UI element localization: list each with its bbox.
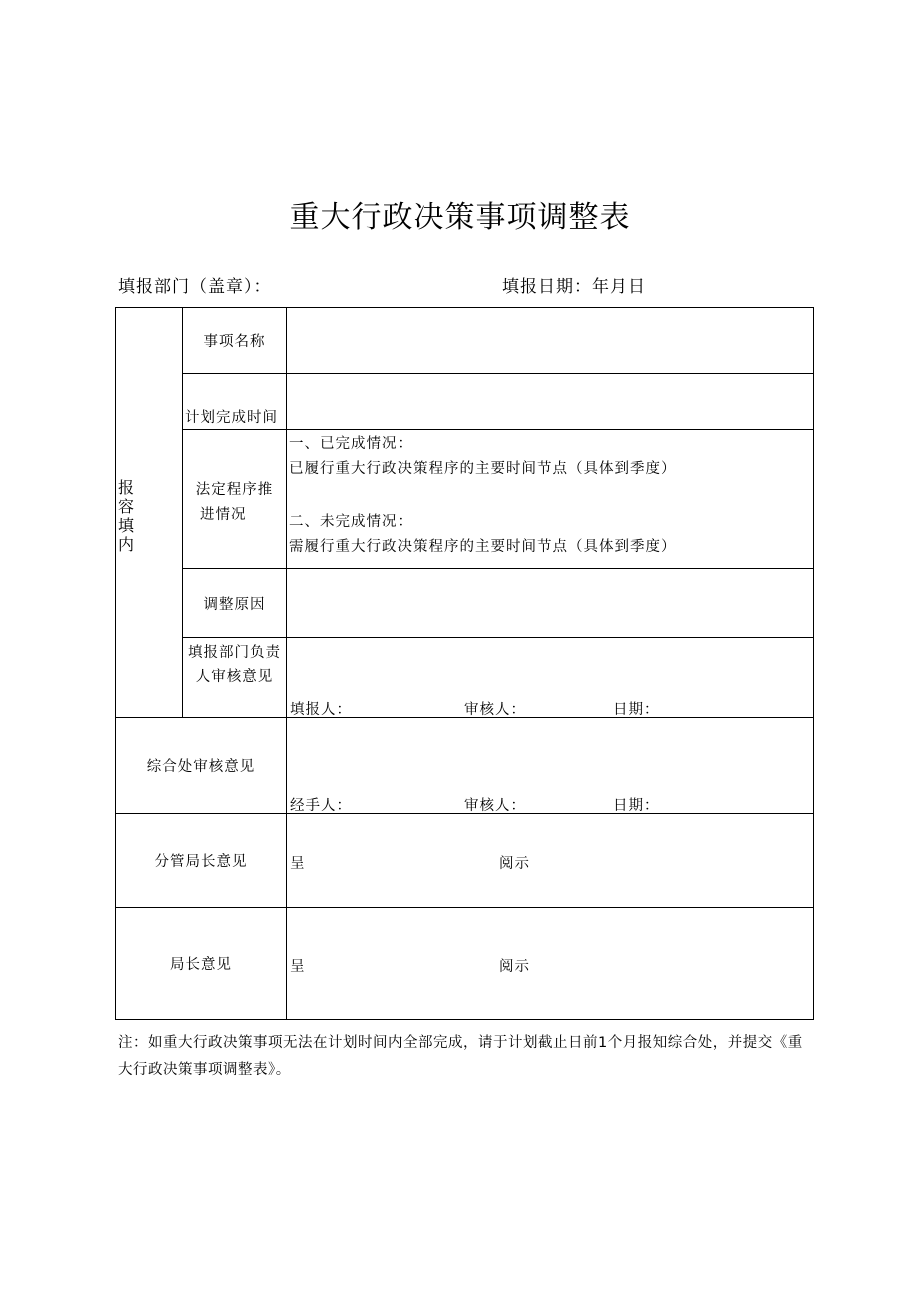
handler-label: 经手人：	[290, 798, 352, 814]
side-char: 内	[118, 535, 135, 554]
procedure-label-line: 进情况	[200, 507, 247, 523]
item-name-label: 事项名称	[203, 334, 266, 350]
director-present-text: 呈	[290, 959, 306, 975]
plan-time-label: 计划完成时间	[185, 410, 278, 426]
filler-label: 填报人：	[290, 702, 352, 718]
procedure-label-line: 法定程序推	[195, 482, 274, 498]
deputy-review-text: 阅示	[499, 856, 530, 872]
item-name-field[interactable]	[287, 308, 813, 373]
date-sign-label: 日期：	[613, 798, 660, 814]
done-heading: 一、已完成情况：	[289, 436, 413, 452]
general-review-field[interactable]	[287, 718, 813, 813]
reason-label: 调整原因	[203, 596, 266, 613]
procedure-field[interactable]	[289, 432, 811, 560]
reviewer-label: 审核人：	[464, 702, 526, 718]
director-field[interactable]	[287, 908, 813, 1019]
date-label: 填报日期：年月日	[502, 277, 646, 297]
side-label	[116, 478, 184, 554]
plan-time-field[interactable]	[287, 374, 813, 429]
undone-heading: 二、未完成情况：	[289, 514, 413, 530]
director-review-text: 阅示	[499, 959, 530, 975]
date-sign-label: 日期：	[613, 702, 660, 718]
dept-review-field[interactable]	[287, 638, 813, 717]
page-title: 重大行政决策事项调整表	[289, 200, 631, 235]
side-char: 填	[118, 516, 135, 535]
side-char: 容	[118, 497, 135, 516]
director-label: 局长意见	[170, 957, 232, 973]
reviewer-label: 审核人：	[464, 798, 526, 814]
undone-desc: 需履行重大行政决策程序的主要时间节点（具体到季度）	[289, 539, 677, 555]
deputy-label: 分管局长意见	[154, 854, 248, 870]
side-char: 报	[118, 478, 135, 497]
procedure-label	[183, 478, 286, 528]
deputy-present-text: 呈	[290, 856, 306, 872]
reason-field[interactable]	[287, 569, 813, 637]
done-desc: 已履行重大行政决策程序的主要时间节点（具体到季度）	[289, 461, 677, 477]
footnote: 注：如重大行政决策事项无法在计划时间内全部完成，请于计划截止日前1个月报知综合处，并提交《重大行政决策事项调整表》。	[118, 1035, 803, 1078]
dept-label: 填报部门（盖章）：	[118, 277, 272, 297]
dept-review-label-line: 人审核意见	[195, 669, 274, 685]
general-review-label: 综合处审核意见	[146, 759, 256, 775]
deputy-field[interactable]	[287, 814, 813, 907]
dept-review-label	[183, 641, 286, 689]
dept-review-label-line: 填报部门负责	[188, 645, 281, 661]
